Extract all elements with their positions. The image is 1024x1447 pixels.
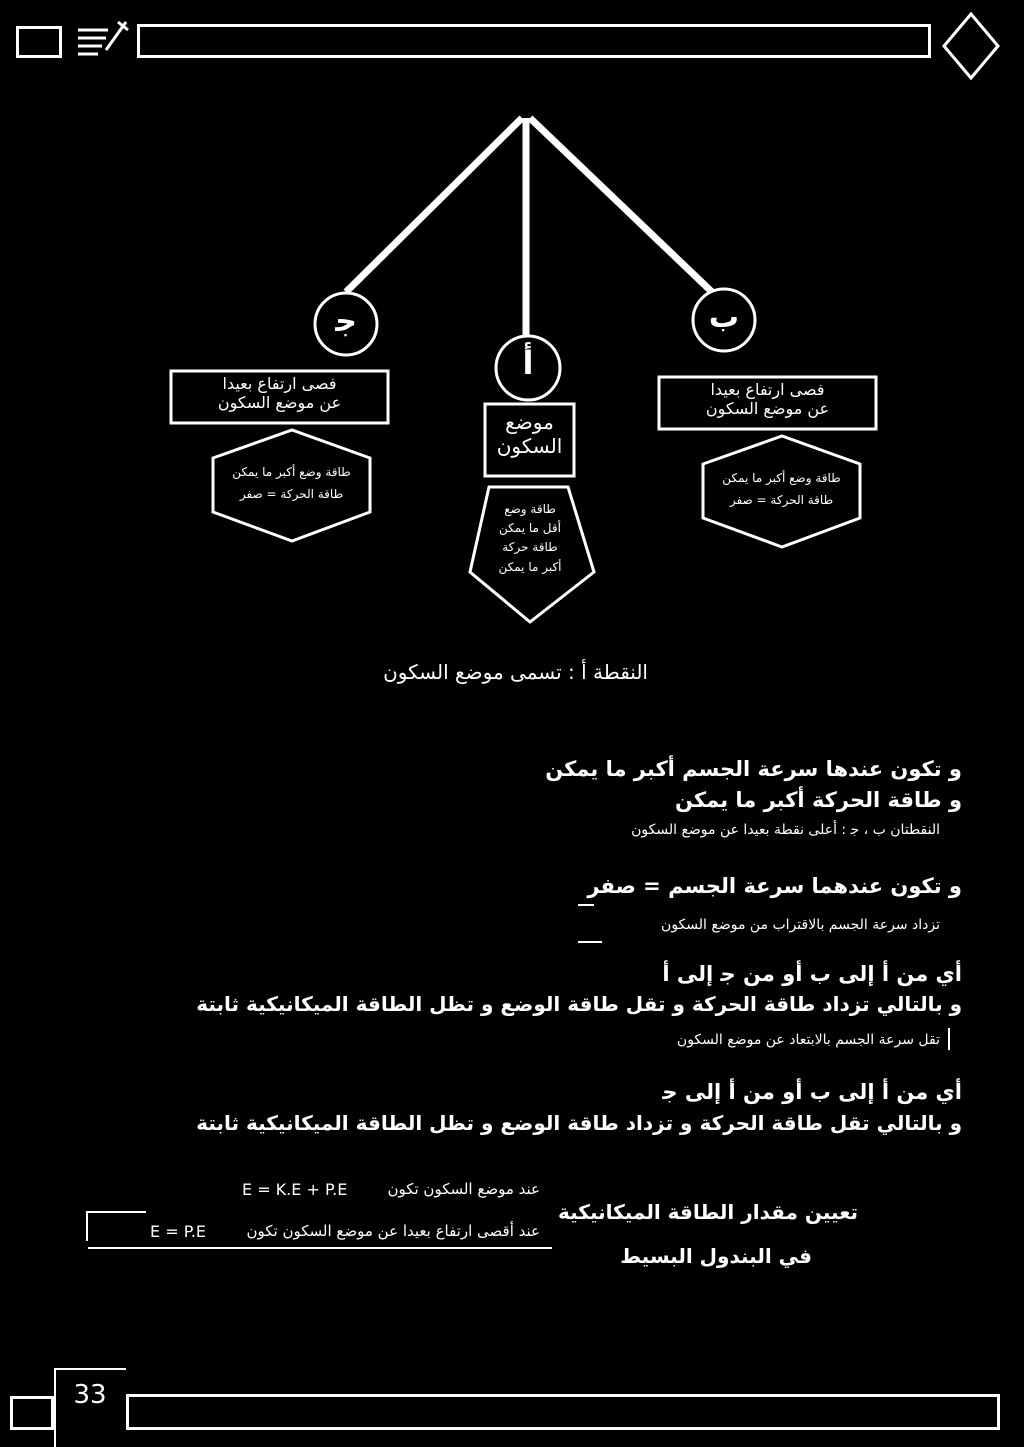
bottom-left-square: [10, 1396, 54, 1430]
box-c-line2: عن موضع السكون: [217, 393, 342, 413]
line1-text: و تكون عندها سرعة الجسم أكبر ما يمكن: [545, 757, 962, 781]
title2-text: في البندول البسيط: [620, 1244, 812, 1268]
circle-c-label: ﺟ: [335, 304, 357, 339]
pent-a-line4: أكبر ما يمكن: [498, 559, 562, 574]
eq1-formula: E = K.E + P.E: [242, 1180, 348, 1199]
pent-a-line1: طاقة وضع: [504, 502, 556, 516]
note-slow-text: تقل سرعة الجسم بالابتعاد عن موضع السكون: [676, 1032, 940, 1048]
bottom-bar: [126, 1394, 1000, 1430]
line2-text: و طاقة الحركة أكبر ما يمكن: [675, 788, 962, 812]
pent-a-line3: طاقة حركة: [502, 540, 558, 555]
title1-text: تعيين مقدار الطاقة الميكانيكية: [558, 1200, 858, 1224]
box-b-line2: عن موضع السكون: [705, 399, 830, 419]
circle-a-label: أ: [522, 344, 534, 382]
box-a-line1: موضع: [505, 410, 554, 434]
note-speed-text: تزداد سرعة الجسم بالاقتراب من موضع السكون: [661, 917, 940, 933]
path2-text: أي من أ إلى ب أو من أ إلى ﺟ: [662, 1080, 962, 1104]
box-c-line1: فصى ارتفاع بعيدا: [222, 374, 337, 393]
eq-underline: [88, 1247, 552, 1249]
eq1-text: عند موضع السكون تكون: [387, 1180, 540, 1198]
point-a-text: النقطة أ : تسمى موضع السكون: [383, 660, 648, 684]
eq-box-left-edge: [86, 1211, 88, 1241]
hex-c-line2: طاقة الحركة = صفر: [239, 486, 344, 501]
hex-b-line2: طاقة الحركة = صفر: [729, 492, 834, 507]
pent-a-line2: أقل ما يمكن: [499, 521, 561, 536]
eq2-text: عند أقصى ارتفاع بعيدا عن موضع السكون تكون: [246, 1222, 540, 1240]
box-c-text: [174, 374, 385, 412]
box-a-text: [487, 410, 572, 458]
line5-text: و بالتالي تقل طاقة الحركة و تزداد طاقة الوضع و تظل الطاقة الميكانيكية ثابتة: [196, 1111, 962, 1135]
path1-text: أي من أ إلى ب أو من ﺟ إلى أ: [662, 962, 962, 986]
dash-2: [578, 941, 602, 943]
hex-b-line1: طاقة وضع أكبر ما يمكن: [722, 471, 841, 485]
dash-1: [578, 904, 594, 906]
pent-a-text: [480, 500, 580, 577]
eq2-formula: E = P.E: [150, 1222, 207, 1241]
string-to-b: [530, 118, 712, 292]
string-to-c: [346, 118, 522, 292]
hex-c-text: [215, 462, 368, 505]
page-number: 33: [73, 1380, 107, 1410]
box-b-line1: فصى ارتفاع بعيدا: [710, 380, 825, 399]
circle-b-label: ب: [708, 300, 740, 335]
line4-text: و بالتالي تزداد طاقة الحركة و تقل طاقة الوضع و تظل الطاقة الميكانيكية ثابتة: [196, 992, 962, 1016]
eq-box-top: [86, 1211, 146, 1213]
note-bc-text: النقطتان ب ، ﺟ : أعلى نقطة بعيدا عن موضع السكون: [631, 822, 940, 838]
box-a-line2: السكون: [496, 434, 563, 458]
box-b-text: [662, 380, 873, 418]
line3-text: و تكون عندهما سرعة الجسم = صفر: [587, 874, 962, 898]
hex-b-text: [705, 468, 858, 511]
hex-c-line1: طاقة وضع أكبر ما يمكن: [232, 465, 351, 479]
note-slow-bar: [948, 1028, 950, 1050]
